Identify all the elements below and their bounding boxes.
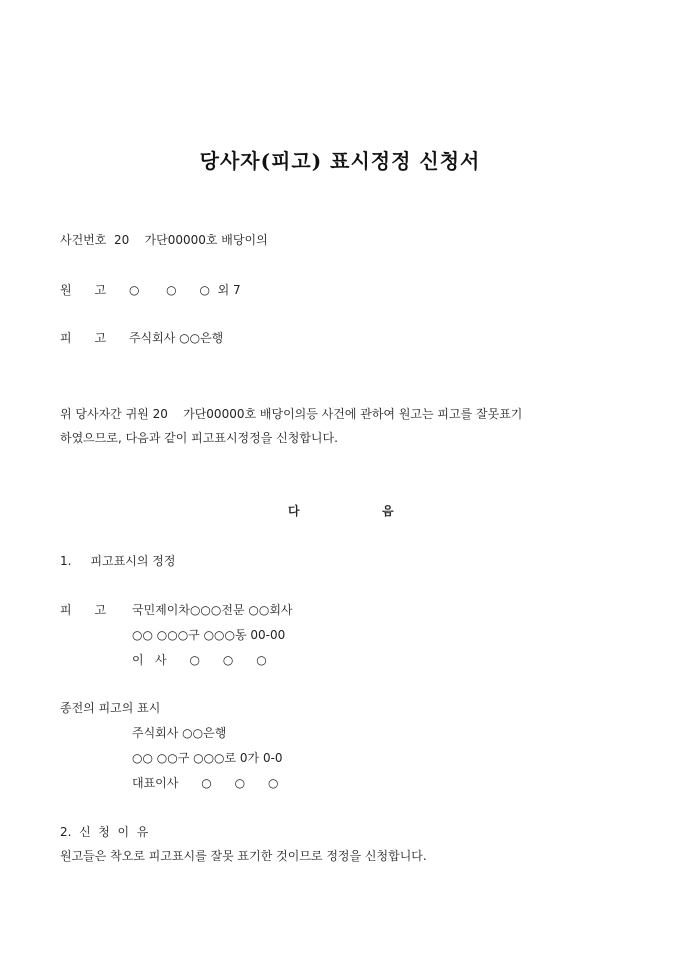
previous-defendant-name: 주식회사 ○○은행 bbox=[132, 726, 227, 740]
document-title: 당사자(피고) 표시정정 신청서 bbox=[199, 149, 481, 173]
previous-defendant-address: ○○ ○○구 ○○○로 0가 0-0 bbox=[132, 751, 283, 765]
corrected-defendant-address: ○○ ○○○구 ○○○동 00-00 bbox=[132, 628, 286, 642]
corrected-defendant-name: 국민제이차○○○전문 ○○회사 bbox=[132, 603, 293, 617]
previous-defendant-label: 종전의 피고의 표시 bbox=[60, 701, 161, 715]
corrected-defendant-director: 이 사 ○ ○ ○ bbox=[132, 653, 267, 667]
heading-right: 음 bbox=[382, 504, 394, 518]
section2-title: 2. 신 청 이 유 bbox=[60, 825, 149, 839]
section1-title: 1. 피고표시의 정정 bbox=[60, 554, 176, 568]
previous-defendant-ceo: 대표이사 ○ ○ ○ bbox=[132, 776, 279, 790]
case-number: 사건번호 20 가단00000호 배당이의 bbox=[60, 233, 268, 247]
corrected-defendant-label: 피 고 bbox=[60, 603, 107, 617]
defendant-line: 피 고 주식회사 ○○은행 bbox=[60, 331, 224, 345]
intro-line-1: 위 당사자간 귀원 20 가단00000호 배당이의등 사건에 관하여 원고는 피고를 잘못표기 bbox=[60, 407, 523, 421]
reason-text: 원고들은 착오로 피고표시를 잘못 표기한 것이므로 정정을 신청합니다. bbox=[60, 849, 427, 863]
heading-left: 다 bbox=[288, 504, 300, 518]
intro-line-2: 하였으므로, 다음과 같이 피고표시정정을 신청합니다. bbox=[60, 431, 338, 445]
plaintiff-line: 원 고 ○ ○ ○ 외 7 bbox=[60, 283, 241, 297]
